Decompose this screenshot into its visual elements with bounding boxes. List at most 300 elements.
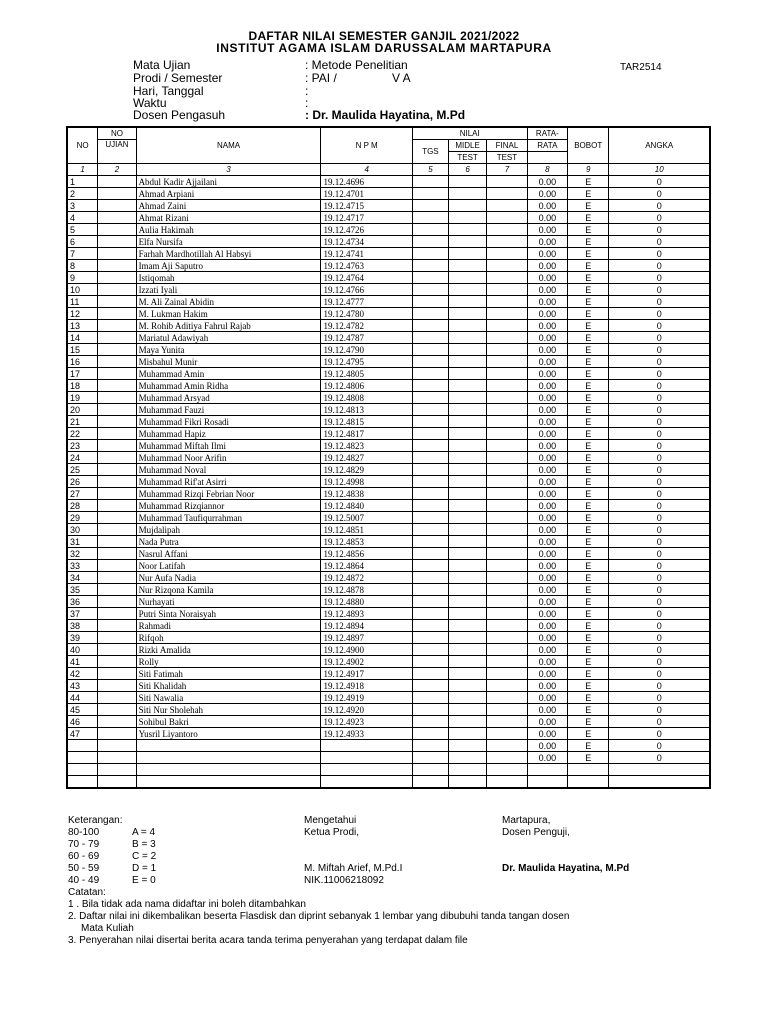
place-label: Martapura, bbox=[502, 815, 551, 826]
page-title: DAFTAR NILAI SEMESTER GANJIL 2021/2022 bbox=[248, 29, 520, 43]
row-angka: 0 bbox=[609, 620, 710, 632]
row-no: 11 bbox=[67, 296, 98, 308]
row-npm bbox=[321, 740, 412, 752]
row-npm bbox=[321, 752, 412, 764]
row-rata: 0.00 bbox=[527, 380, 567, 392]
row-final bbox=[487, 680, 527, 692]
row-tgs bbox=[412, 644, 448, 656]
col-no-ujian-top: NO bbox=[98, 127, 136, 140]
col-number: 6 bbox=[448, 164, 486, 176]
row-bobot: E bbox=[568, 620, 609, 632]
col-number: 8 bbox=[527, 164, 567, 176]
table-row bbox=[67, 404, 710, 416]
row-angka: 0 bbox=[609, 452, 710, 464]
row-no: 7 bbox=[67, 248, 98, 260]
table-row bbox=[67, 548, 710, 560]
row-rata: 0.00 bbox=[527, 320, 567, 332]
table-row bbox=[67, 752, 710, 764]
kaprodi-name: M. Miftah Arief, M.Pd.I bbox=[304, 863, 403, 874]
grade-range: 80-100 bbox=[68, 827, 100, 838]
row-rata: 0.00 bbox=[527, 344, 567, 356]
row-midle bbox=[448, 608, 486, 620]
row-nama: Mariatul Adawiyah bbox=[136, 332, 321, 344]
row-tgs bbox=[412, 632, 448, 644]
row-no-ujian bbox=[98, 500, 136, 512]
row-nama: Muhammad Miftah Ilmi bbox=[136, 440, 321, 452]
row-no: 26 bbox=[67, 476, 98, 488]
row-nama: M. Ali Zainal Abidin bbox=[136, 296, 321, 308]
row-final bbox=[487, 368, 527, 380]
grade-value: B = 3 bbox=[132, 839, 156, 850]
row-no-ujian bbox=[98, 620, 136, 632]
row-final bbox=[487, 452, 527, 464]
row-rata: 0.00 bbox=[527, 188, 567, 200]
row-midle bbox=[448, 692, 486, 704]
row-bobot: E bbox=[568, 440, 609, 452]
row-no-ujian bbox=[98, 176, 136, 188]
row-no bbox=[67, 776, 98, 789]
row-midle bbox=[448, 260, 486, 272]
row-nama: Nasrul Affani bbox=[136, 548, 321, 560]
row-tgs bbox=[412, 428, 448, 440]
row-angka: 0 bbox=[609, 332, 710, 344]
row-no: 18 bbox=[67, 380, 98, 392]
row-midle bbox=[448, 356, 486, 368]
row-angka: 0 bbox=[609, 752, 710, 764]
row-angka: 0 bbox=[609, 512, 710, 524]
row-tgs bbox=[412, 584, 448, 596]
row-nama: Nur Aufa Nadia bbox=[136, 572, 321, 584]
row-no-ujian bbox=[98, 572, 136, 584]
row-angka: 0 bbox=[609, 656, 710, 668]
row-no: 39 bbox=[67, 632, 98, 644]
row-no: 25 bbox=[67, 464, 98, 476]
row-final bbox=[487, 632, 527, 644]
ketua-prodi-label: Ketua Prodi, bbox=[304, 827, 360, 838]
row-no-ujian bbox=[98, 488, 136, 500]
row-final bbox=[487, 500, 527, 512]
row-bobot: E bbox=[568, 380, 609, 392]
row-no-ujian bbox=[98, 728, 136, 740]
row-no-ujian bbox=[98, 680, 136, 692]
row-no-ujian bbox=[98, 560, 136, 572]
row-bobot: E bbox=[568, 284, 609, 296]
row-npm: 19.12.5007 bbox=[321, 512, 412, 524]
row-npm: 19.12.4806 bbox=[321, 380, 412, 392]
row-npm: 19.12.4872 bbox=[321, 572, 412, 584]
row-nama: Noor Latifah bbox=[136, 560, 321, 572]
row-midle bbox=[448, 500, 486, 512]
table-row bbox=[67, 572, 710, 584]
row-no-ujian bbox=[98, 248, 136, 260]
row-nama: M. Rohib Aditiya Fahrul Rajab bbox=[136, 320, 321, 332]
col-rata-top: RATA- bbox=[527, 127, 567, 140]
row-bobot: E bbox=[568, 404, 609, 416]
row-no-ujian bbox=[98, 548, 136, 560]
row-tgs bbox=[412, 608, 448, 620]
row-no: 15 bbox=[67, 344, 98, 356]
info-value-prodi: : PAI / bbox=[305, 71, 337, 85]
row-angka: 0 bbox=[609, 368, 710, 380]
row-midle bbox=[448, 428, 486, 440]
table-row bbox=[67, 692, 710, 704]
row-final bbox=[487, 488, 527, 500]
row-rata: 0.00 bbox=[527, 416, 567, 428]
row-rata: 0.00 bbox=[527, 200, 567, 212]
row-tgs bbox=[412, 668, 448, 680]
row-midle bbox=[448, 464, 486, 476]
row-angka: 0 bbox=[609, 608, 710, 620]
row-tgs bbox=[412, 296, 448, 308]
row-no bbox=[67, 752, 98, 764]
row-tgs bbox=[412, 332, 448, 344]
row-npm: 19.12.4880 bbox=[321, 596, 412, 608]
row-npm: 19.12.4726 bbox=[321, 224, 412, 236]
row-no-ujian bbox=[98, 284, 136, 296]
row-final bbox=[487, 656, 527, 668]
row-tgs bbox=[412, 464, 448, 476]
row-bobot: E bbox=[568, 308, 609, 320]
row-angka: 0 bbox=[609, 572, 710, 584]
row-angka: 0 bbox=[609, 284, 710, 296]
row-tgs bbox=[412, 224, 448, 236]
row-no-ujian bbox=[98, 272, 136, 284]
row-rata: 0.00 bbox=[527, 596, 567, 608]
row-no-ujian bbox=[98, 260, 136, 272]
row-npm: 19.12.4933 bbox=[321, 728, 412, 740]
row-bobot: E bbox=[568, 176, 609, 188]
table-row bbox=[67, 176, 710, 188]
row-npm: 19.12.4851 bbox=[321, 524, 412, 536]
row-no: 6 bbox=[67, 236, 98, 248]
row-npm: 19.12.4864 bbox=[321, 560, 412, 572]
row-bobot: E bbox=[568, 356, 609, 368]
row-no: 5 bbox=[67, 224, 98, 236]
row-midle bbox=[448, 320, 486, 332]
row-no: 21 bbox=[67, 416, 98, 428]
row-midle bbox=[448, 248, 486, 260]
table-row bbox=[67, 776, 710, 789]
row-final bbox=[487, 212, 527, 224]
row-bobot: E bbox=[568, 632, 609, 644]
row-tgs bbox=[412, 500, 448, 512]
col-number: 10 bbox=[609, 164, 710, 176]
row-bobot: E bbox=[568, 716, 609, 728]
row-angka: 0 bbox=[609, 524, 710, 536]
table-row bbox=[67, 380, 710, 392]
row-rata: 0.00 bbox=[527, 452, 567, 464]
row-bobot: E bbox=[568, 524, 609, 536]
row-angka: 0 bbox=[609, 260, 710, 272]
row-npm: 19.12.4838 bbox=[321, 488, 412, 500]
row-angka: 0 bbox=[609, 704, 710, 716]
row-no: 46 bbox=[67, 716, 98, 728]
row-tgs bbox=[412, 308, 448, 320]
row-npm: 19.12.4808 bbox=[321, 392, 412, 404]
row-final bbox=[487, 752, 527, 764]
row-nama: Maya Yunita bbox=[136, 344, 321, 356]
row-nama: Ahmad Arpiani bbox=[136, 188, 321, 200]
row-final bbox=[487, 308, 527, 320]
row-no-ujian bbox=[98, 236, 136, 248]
row-final bbox=[487, 668, 527, 680]
row-npm: 19.12.4795 bbox=[321, 356, 412, 368]
row-npm: 19.12.4920 bbox=[321, 704, 412, 716]
row-tgs bbox=[412, 320, 448, 332]
row-angka: 0 bbox=[609, 632, 710, 644]
row-midle bbox=[448, 620, 486, 632]
note-item: Mata Kuliah bbox=[81, 923, 134, 934]
row-no: 19 bbox=[67, 392, 98, 404]
row-tgs bbox=[412, 176, 448, 188]
row-nama: Aulia Hakimah bbox=[136, 224, 321, 236]
row-no: 33 bbox=[67, 560, 98, 572]
row-nama: Muhammad Rizqiannor bbox=[136, 500, 321, 512]
info-label-mata-ujian: Mata Ujian bbox=[133, 58, 191, 72]
row-no-ujian bbox=[98, 752, 136, 764]
row-no: 28 bbox=[67, 500, 98, 512]
row-bobot: E bbox=[568, 752, 609, 764]
row-tgs bbox=[412, 512, 448, 524]
row-rata: 0.00 bbox=[527, 248, 567, 260]
row-tgs bbox=[412, 776, 448, 789]
table-row bbox=[67, 632, 710, 644]
info-value-hari: : bbox=[305, 84, 309, 98]
row-rata: 0.00 bbox=[527, 476, 567, 488]
row-angka: 0 bbox=[609, 416, 710, 428]
row-bobot: E bbox=[568, 656, 609, 668]
row-npm: 19.12.4715 bbox=[321, 200, 412, 212]
row-no: 30 bbox=[67, 524, 98, 536]
row-no: 36 bbox=[67, 596, 98, 608]
table-row bbox=[67, 764, 710, 776]
row-angka: 0 bbox=[609, 404, 710, 416]
row-bobot: E bbox=[568, 704, 609, 716]
row-no: 34 bbox=[67, 572, 98, 584]
row-tgs bbox=[412, 536, 448, 548]
table-row bbox=[67, 332, 710, 344]
table-row bbox=[67, 740, 710, 752]
row-no-ujian bbox=[98, 332, 136, 344]
table-row bbox=[67, 536, 710, 548]
row-no: 37 bbox=[67, 608, 98, 620]
row-final bbox=[487, 356, 527, 368]
row-final bbox=[487, 716, 527, 728]
grade-range: 50 - 59 bbox=[68, 863, 100, 874]
row-midle bbox=[448, 632, 486, 644]
row-midle bbox=[448, 392, 486, 404]
row-tgs bbox=[412, 752, 448, 764]
row-no-ujian bbox=[98, 380, 136, 392]
row-final bbox=[487, 176, 527, 188]
dosen-name: Dr. Maulida Hayatina, M.Pd bbox=[502, 863, 630, 874]
table-row bbox=[67, 284, 710, 296]
grade-value: E = 0 bbox=[132, 875, 156, 886]
row-npm: 19.12.4919 bbox=[321, 692, 412, 704]
row-no-ujian bbox=[98, 596, 136, 608]
row-nama: Ahmad Zaini bbox=[136, 200, 321, 212]
row-npm: 19.12.4893 bbox=[321, 608, 412, 620]
row-tgs bbox=[412, 188, 448, 200]
row-bobot: E bbox=[568, 680, 609, 692]
row-midle bbox=[448, 344, 486, 356]
catatan-title: Catatan: bbox=[68, 887, 106, 898]
row-midle bbox=[448, 188, 486, 200]
col-npm: N P M bbox=[321, 127, 412, 164]
grade-table bbox=[66, 126, 711, 789]
row-no: 40 bbox=[67, 644, 98, 656]
table-row bbox=[67, 680, 710, 692]
table-row bbox=[67, 188, 710, 200]
row-bobot: E bbox=[568, 344, 609, 356]
col-number: 3 bbox=[136, 164, 321, 176]
row-midle bbox=[448, 236, 486, 248]
row-no: 12 bbox=[67, 308, 98, 320]
col-number: 4 bbox=[321, 164, 412, 176]
row-nama: Muhammad Fikri Rosadi bbox=[136, 416, 321, 428]
row-angka: 0 bbox=[609, 188, 710, 200]
row-nama: Muhammad Rif'at Asirri bbox=[136, 476, 321, 488]
row-tgs bbox=[412, 260, 448, 272]
row-final bbox=[487, 596, 527, 608]
row-final bbox=[487, 380, 527, 392]
row-no bbox=[67, 764, 98, 776]
row-final bbox=[487, 404, 527, 416]
row-midle bbox=[448, 776, 486, 789]
row-final bbox=[487, 416, 527, 428]
row-final bbox=[487, 512, 527, 524]
row-final bbox=[487, 620, 527, 632]
row-rata: 0.00 bbox=[527, 392, 567, 404]
row-npm: 19.12.4900 bbox=[321, 644, 412, 656]
row-final bbox=[487, 740, 527, 752]
row-npm: 19.12.4856 bbox=[321, 548, 412, 560]
row-angka: 0 bbox=[609, 464, 710, 476]
table-row bbox=[67, 464, 710, 476]
col-angka: ANGKA bbox=[609, 127, 710, 164]
row-nama: Siti Khalidah bbox=[136, 680, 321, 692]
row-no-ujian bbox=[98, 668, 136, 680]
row-nama: Imam Aji Saputro bbox=[136, 260, 321, 272]
row-midle bbox=[448, 644, 486, 656]
info-value-semester: V A bbox=[392, 71, 411, 85]
row-midle bbox=[448, 284, 486, 296]
row-angka: 0 bbox=[609, 176, 710, 188]
row-nama: Izzati Iyali bbox=[136, 284, 321, 296]
row-rata: 0.00 bbox=[527, 464, 567, 476]
row-bobot: E bbox=[568, 224, 609, 236]
row-tgs bbox=[412, 440, 448, 452]
table-row bbox=[67, 488, 710, 500]
row-nama: Muhammad Fauzi bbox=[136, 404, 321, 416]
row-tgs bbox=[412, 704, 448, 716]
row-final bbox=[487, 536, 527, 548]
row-bobot: E bbox=[568, 488, 609, 500]
row-nama: Elfa Nursifa bbox=[136, 236, 321, 248]
row-nama: Rahmadi bbox=[136, 620, 321, 632]
row-final bbox=[487, 428, 527, 440]
row-no-ujian bbox=[98, 584, 136, 596]
row-nama: Muhammad Amin bbox=[136, 368, 321, 380]
row-midle bbox=[448, 536, 486, 548]
row-npm: 19.12.4780 bbox=[321, 308, 412, 320]
row-midle bbox=[448, 488, 486, 500]
row-no-ujian bbox=[98, 416, 136, 428]
row-tgs bbox=[412, 404, 448, 416]
row-no-ujian bbox=[98, 356, 136, 368]
row-rata: 0.00 bbox=[527, 716, 567, 728]
row-nama: Muhammad Noor Arifin bbox=[136, 452, 321, 464]
mengetahui-label: Mengetahui bbox=[304, 815, 357, 826]
row-no-ujian bbox=[98, 392, 136, 404]
row-npm: 19.12.4764 bbox=[321, 272, 412, 284]
table-row bbox=[67, 620, 710, 632]
table-row bbox=[67, 428, 710, 440]
row-bobot: E bbox=[568, 320, 609, 332]
row-bobot: E bbox=[568, 248, 609, 260]
row-nama: Muhammad Rizqi Febrian Noor bbox=[136, 488, 321, 500]
row-no-ujian bbox=[98, 368, 136, 380]
row-tgs bbox=[412, 716, 448, 728]
row-rata: 0.00 bbox=[527, 680, 567, 692]
row-final bbox=[487, 524, 527, 536]
row-midle bbox=[448, 668, 486, 680]
row-midle bbox=[448, 596, 486, 608]
row-nama: Nur Rizqona Kamila bbox=[136, 584, 321, 596]
col-rata-bottom: RATA bbox=[527, 140, 567, 152]
row-tgs bbox=[412, 476, 448, 488]
table-row bbox=[67, 704, 710, 716]
row-rata: 0.00 bbox=[527, 728, 567, 740]
row-nama: Nada Putra bbox=[136, 536, 321, 548]
grade-value: D = 1 bbox=[132, 863, 157, 874]
row-npm: 19.12.4853 bbox=[321, 536, 412, 548]
row-final bbox=[487, 188, 527, 200]
row-no-ujian bbox=[98, 464, 136, 476]
row-no: 38 bbox=[67, 620, 98, 632]
row-no: 27 bbox=[67, 488, 98, 500]
row-final bbox=[487, 476, 527, 488]
row-bobot: E bbox=[568, 428, 609, 440]
row-angka: 0 bbox=[609, 200, 710, 212]
row-midle bbox=[448, 380, 486, 392]
row-final bbox=[487, 644, 527, 656]
row-midle bbox=[448, 296, 486, 308]
row-tgs bbox=[412, 200, 448, 212]
table-row bbox=[67, 356, 710, 368]
row-tgs bbox=[412, 572, 448, 584]
row-bobot: E bbox=[568, 596, 609, 608]
row-rata: 0.00 bbox=[527, 236, 567, 248]
row-npm: 19.12.4878 bbox=[321, 584, 412, 596]
row-midle bbox=[448, 656, 486, 668]
row-angka: 0 bbox=[609, 716, 710, 728]
row-no: 24 bbox=[67, 452, 98, 464]
col-no-ujian-bottom: UJIAN bbox=[98, 140, 136, 164]
row-no-ujian bbox=[98, 440, 136, 452]
row-no: 4 bbox=[67, 212, 98, 224]
row-angka: 0 bbox=[609, 668, 710, 680]
row-npm: 19.12.4766 bbox=[321, 284, 412, 296]
info-label-waktu: Waktu bbox=[133, 96, 167, 110]
row-angka: 0 bbox=[609, 344, 710, 356]
row-bobot: E bbox=[568, 668, 609, 680]
row-bobot: E bbox=[568, 572, 609, 584]
row-bobot bbox=[568, 764, 609, 776]
table-row bbox=[67, 200, 710, 212]
row-tgs bbox=[412, 524, 448, 536]
row-bobot: E bbox=[568, 692, 609, 704]
